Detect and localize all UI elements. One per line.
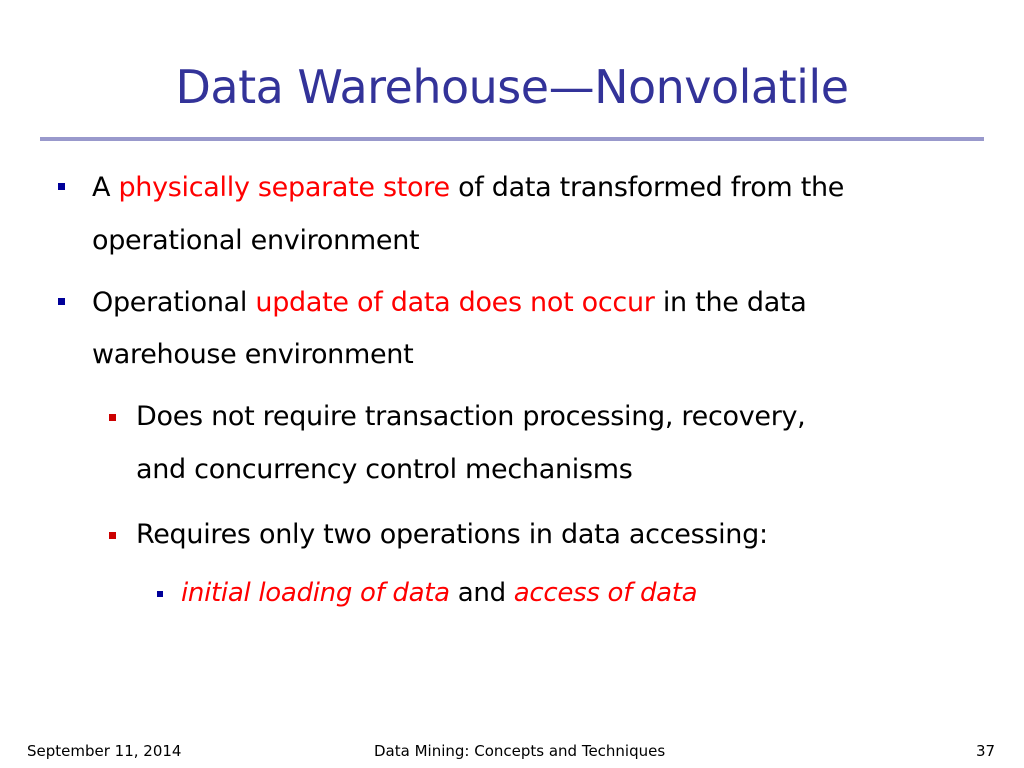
- bullet-1-text-pre: A: [92, 172, 119, 203]
- bullet-1-line-2: operational environment: [92, 225, 420, 256]
- slide-title: Data Warehouse—Nonvolatile: [175, 60, 849, 114]
- square-bullet-icon: [157, 591, 163, 597]
- bullet-2-text-post: in the data: [654, 287, 807, 318]
- bullet-2-line-2: warehouse environment: [92, 339, 414, 370]
- sub-bullet-2-line-1: Requires only two operations in data accessing:: [136, 519, 768, 550]
- bullet-2-line-1: [92, 276, 806, 330]
- bullet-2-highlight: update of data does not occur: [255, 287, 655, 318]
- bullet-2-text-pre: Operational: [92, 287, 256, 318]
- title-divider: [40, 137, 984, 141]
- sub-sub-bullet-1-line-1: [181, 566, 697, 620]
- sub-bullet-1-line-2: and concurrency control mechanisms: [136, 454, 633, 485]
- bullet-1-line-1: [92, 161, 844, 215]
- sub-sub-bullet-mid: and: [449, 578, 514, 608]
- square-bullet-icon: [58, 183, 65, 190]
- footer-page-number: 37: [976, 742, 996, 760]
- square-bullet-icon: [58, 298, 65, 305]
- sub-sub-bullet-italic-2: access of data: [513, 578, 698, 608]
- square-bullet-icon: [109, 414, 116, 421]
- footer-course-title: Data Mining: Concepts and Techniques: [374, 742, 666, 760]
- bullet-1-highlight: physically separate store: [118, 172, 450, 203]
- sub-sub-bullet-italic-1: initial loading of data: [181, 578, 450, 608]
- square-bullet-icon: [109, 532, 116, 539]
- sub-bullet-1-line-1: Does not require transaction processing, recovery,: [136, 401, 806, 432]
- footer-date: September 11, 2014: [27, 742, 182, 760]
- bullet-1-text-post: of data transformed from the: [449, 172, 845, 203]
